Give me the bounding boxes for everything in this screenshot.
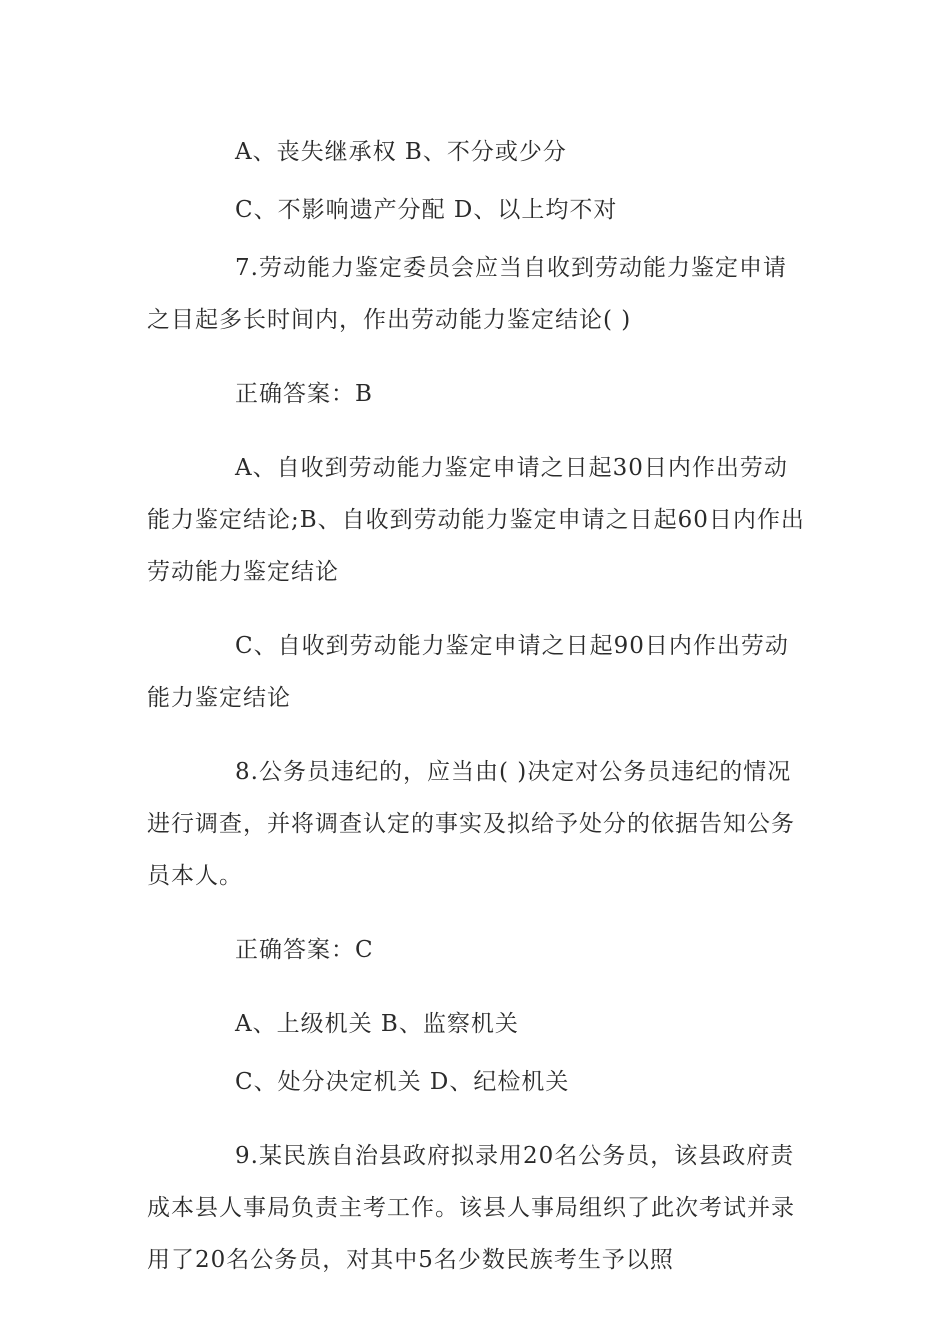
options-ab-q7: A、自收到劳动能力鉴定申请之日起30日内作出劳动能力鉴定结论;B、自收到劳动能力鉴定申请之日起60日内作出劳动能力鉴定结论 xyxy=(147,455,805,585)
option-line-ab-q6: A、丧失继承权 B、不分或少分 xyxy=(235,139,567,165)
question-8: 8.公务员违纪的，应当由( )决定对公务员违纪的情况进行调查，并将调查认定的事实及拟给予处分的依据告知公务员本人。 xyxy=(147,759,795,889)
question-7: 7.劳动能力鉴定委员会应当自收到劳动能力鉴定申请之目起多长时间内，作出劳动能力鉴定结论( ) xyxy=(147,255,787,333)
document-body xyxy=(147,126,807,1308)
option-line-ab-q8: A、上级机关 B、监察机关 xyxy=(235,1011,519,1037)
option-line-cd-q6: C、不影响遗产分配 D、以上均不对 xyxy=(235,197,618,223)
answer-q7: 正确答案：B xyxy=(235,381,373,407)
answer-q8: 正确答案：C xyxy=(235,937,374,963)
option-c-q7: C、自收到劳动能力鉴定申请之日起90日内作出劳动能力鉴定结论 xyxy=(147,633,789,711)
option-line-cd-q8: C、处分决定机关 D、纪检机关 xyxy=(235,1069,570,1095)
question-9: 9.某民族自治县政府拟录用20名公务员，该县政府责成本县人事局负责主考工作。该县人事局组织了此次考试并录用了20名公务员，对其中5名少数民族考生予以照 xyxy=(147,1143,795,1273)
